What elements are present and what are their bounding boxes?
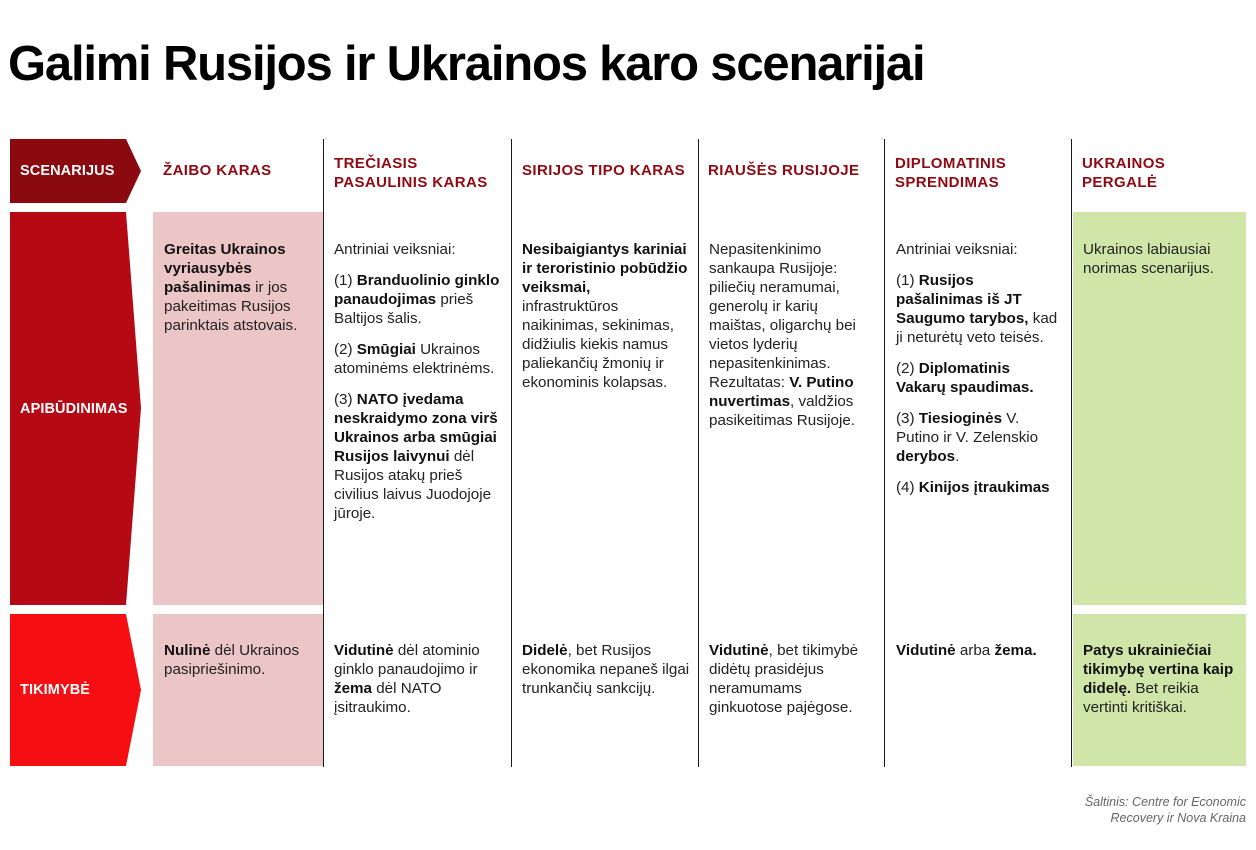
likelihood-cell-ukrainos-pergale (1083, 641, 1235, 729)
bold-text: derybos (896, 448, 956, 465)
description-cell-ukrainos-pergale (1083, 240, 1235, 290)
likelihood-cell-sirijos-tipo-karas (522, 641, 690, 710)
likelihood-cell-diplomatinis-sprendimas (896, 641, 1062, 672)
column-divider (511, 139, 512, 767)
likelihood-cell-treciasis-pasaulinis-karas (334, 641, 504, 729)
description-cell-diplomatinis-sprendimas (896, 240, 1062, 509)
column-header-riauses-rusijoje: RIAUŠĖS RUSIJOJE (708, 162, 860, 179)
column-divider (884, 139, 885, 767)
bold-text: Vidutinė (896, 642, 956, 659)
text: (1) (334, 272, 357, 289)
text: Nepasitenkinimo sankaupa Rusijoje: piliečių neramumai, generolų ir karių maištas, oligarchų bei vietos lyderių nepasitenkinimas. Rezultatas: (709, 241, 856, 391)
likelihood-cell-zaibo-karas (164, 641, 316, 691)
text: , valdžios pasikeitimas Rusijoje. (709, 393, 856, 429)
bold-text: Greitas Ukrainos vyriausybės pašalinimas (164, 241, 286, 296)
cell-paragraph (896, 240, 1062, 259)
text: dėl Rusijos atakų prieš civilius laivus Juodojoje jūroje. (334, 448, 492, 522)
text: Antriniai veiksniai: (896, 241, 1018, 258)
cell-paragraph (164, 240, 316, 335)
cell-paragraph (334, 390, 504, 523)
description-cell-treciasis-pasaulinis-karas (334, 240, 504, 535)
bold-text: Vidutinė (709, 642, 769, 659)
text: dėl NATO įsitraukimo. (334, 680, 442, 716)
text: . (955, 448, 960, 465)
likelihood-cell-riauses-rusijoje (709, 641, 876, 729)
text: Ukrainos labiausiai norimas scenarijus. (1083, 241, 1214, 277)
column-divider (698, 139, 699, 767)
cell-paragraph (709, 240, 876, 430)
text: Antriniai veiksniai: (334, 241, 456, 258)
cell-paragraph (334, 340, 504, 378)
text: infrastruktūros naikinimas, sekinimas, didžiulis kiekis namus paliekančių žmonių ir ekonominis kolapsas. (522, 298, 674, 391)
column-divider (323, 139, 324, 767)
column-header-diplomatinis-sprendimas: DIPLOMATINIS SPRENDIMAS (895, 155, 1007, 191)
cell-paragraph (164, 641, 316, 679)
column-header-ukrainos-pergale: UKRAINOS PERGALĖ (1082, 155, 1166, 191)
column-divider (1071, 139, 1072, 767)
cell-paragraph (334, 641, 504, 717)
text: kad ji neturėtų veto teisės. (896, 310, 1058, 346)
text: Ukrainos atominėms elektrinėms. (334, 341, 495, 377)
bold-text: žema. (994, 642, 1037, 659)
description-cell-zaibo-karas (164, 240, 316, 347)
text: , bet tikimybė didėtų prasidėjus neramumams ginkuotose pajėgose. (709, 642, 859, 716)
column-header-zaibo-karas: ŽAIBO KARAS (163, 162, 272, 179)
text: (4) (896, 479, 919, 496)
cell-paragraph (709, 641, 876, 717)
text: (3) (896, 410, 919, 427)
bold-text: Didelė (522, 642, 568, 659)
cell-paragraph (896, 409, 1062, 466)
bold-text: Tiesioginės (918, 410, 1003, 427)
page-title: Galimi Rusijos ir Ukrainos karo scenarijai (8, 37, 925, 91)
bold-text: V. Putino nuvertimas (709, 374, 854, 410)
cell-paragraph (896, 271, 1062, 347)
bold-text: Nesibaigiantys kariniai ir teroristinio pobūdžio veiksmai, (522, 241, 688, 296)
bold-text: Branduolinio ginklo panaudojimas (334, 272, 500, 308)
source-line-1: Šaltinis: Centre for Economic (1084, 795, 1246, 809)
text: (2) (896, 360, 919, 377)
cell-paragraph (896, 359, 1062, 397)
text: (3) (334, 391, 357, 408)
bold-text: NATO įvedama neskraidymo zona virš Ukrainos arba smūgiai Rusijos laivynui (334, 391, 498, 465)
text: (2) (334, 341, 357, 358)
bold-text: Rusijos pašalinimas iš JT Saugumo tarybos, (896, 272, 1029, 327)
cell-paragraph (1083, 641, 1235, 717)
cell-paragraph (334, 240, 504, 259)
column-header-treciasis-pasaulinis-karas: TREČIASIS PASAULINIS KARAS (334, 155, 488, 191)
text: dėl atominio ginklo panaudojimo ir (334, 642, 480, 678)
cell-paragraph (522, 641, 690, 698)
text: (1) (896, 272, 919, 289)
text: Bet reikia vertinti kritiškai. (1083, 680, 1199, 716)
cell-paragraph (334, 271, 504, 328)
bold-text: Nulinė (164, 642, 211, 659)
cell-paragraph (896, 641, 1062, 660)
bold-text: Patys ukrainiečiai tikimybę vertina kaip didelę. (1083, 642, 1234, 697)
text: arba (955, 642, 995, 659)
source-note (1085, 794, 1246, 826)
cell-paragraph (896, 478, 1062, 497)
text: prieš Baltijos šalis. (334, 291, 474, 327)
bold-text: Kinijos įtraukimas (918, 479, 1050, 496)
bold-text: Diplomatinis Vakarų spaudimas. (896, 360, 1034, 396)
bold-text: Smūgiai (356, 341, 416, 358)
column-header-sirijos-tipo-karas: SIRIJOS TIPO KARAS (522, 162, 686, 179)
scenario-row-label: SCENARIJUS (20, 163, 115, 179)
bold-text: žema (334, 680, 372, 697)
description-cell-sirijos-tipo-karas (522, 240, 690, 404)
text: , bet Rusijos ekonomika nepaneš ilgai trunkančių sankcijų. (522, 642, 690, 697)
description-row-label: APIBŪDINIMAS (20, 401, 128, 417)
likelihood-row-label: TIKIMYBĖ (20, 682, 91, 698)
bold-text: Vidutinė (334, 642, 394, 659)
text: ir jos pakeitimas Rusijos parinktais atstovais. (164, 279, 298, 334)
cell-paragraph (1083, 240, 1235, 278)
text: dėl Ukrainos pasipriešinimo. (164, 642, 300, 678)
source-line-2: Recovery ir Nova Kraina (1110, 811, 1246, 825)
description-cell-riauses-rusijoje (709, 240, 876, 442)
text: V. Putino ir V. Zelenskio (896, 410, 1039, 446)
cell-paragraph (522, 240, 690, 392)
